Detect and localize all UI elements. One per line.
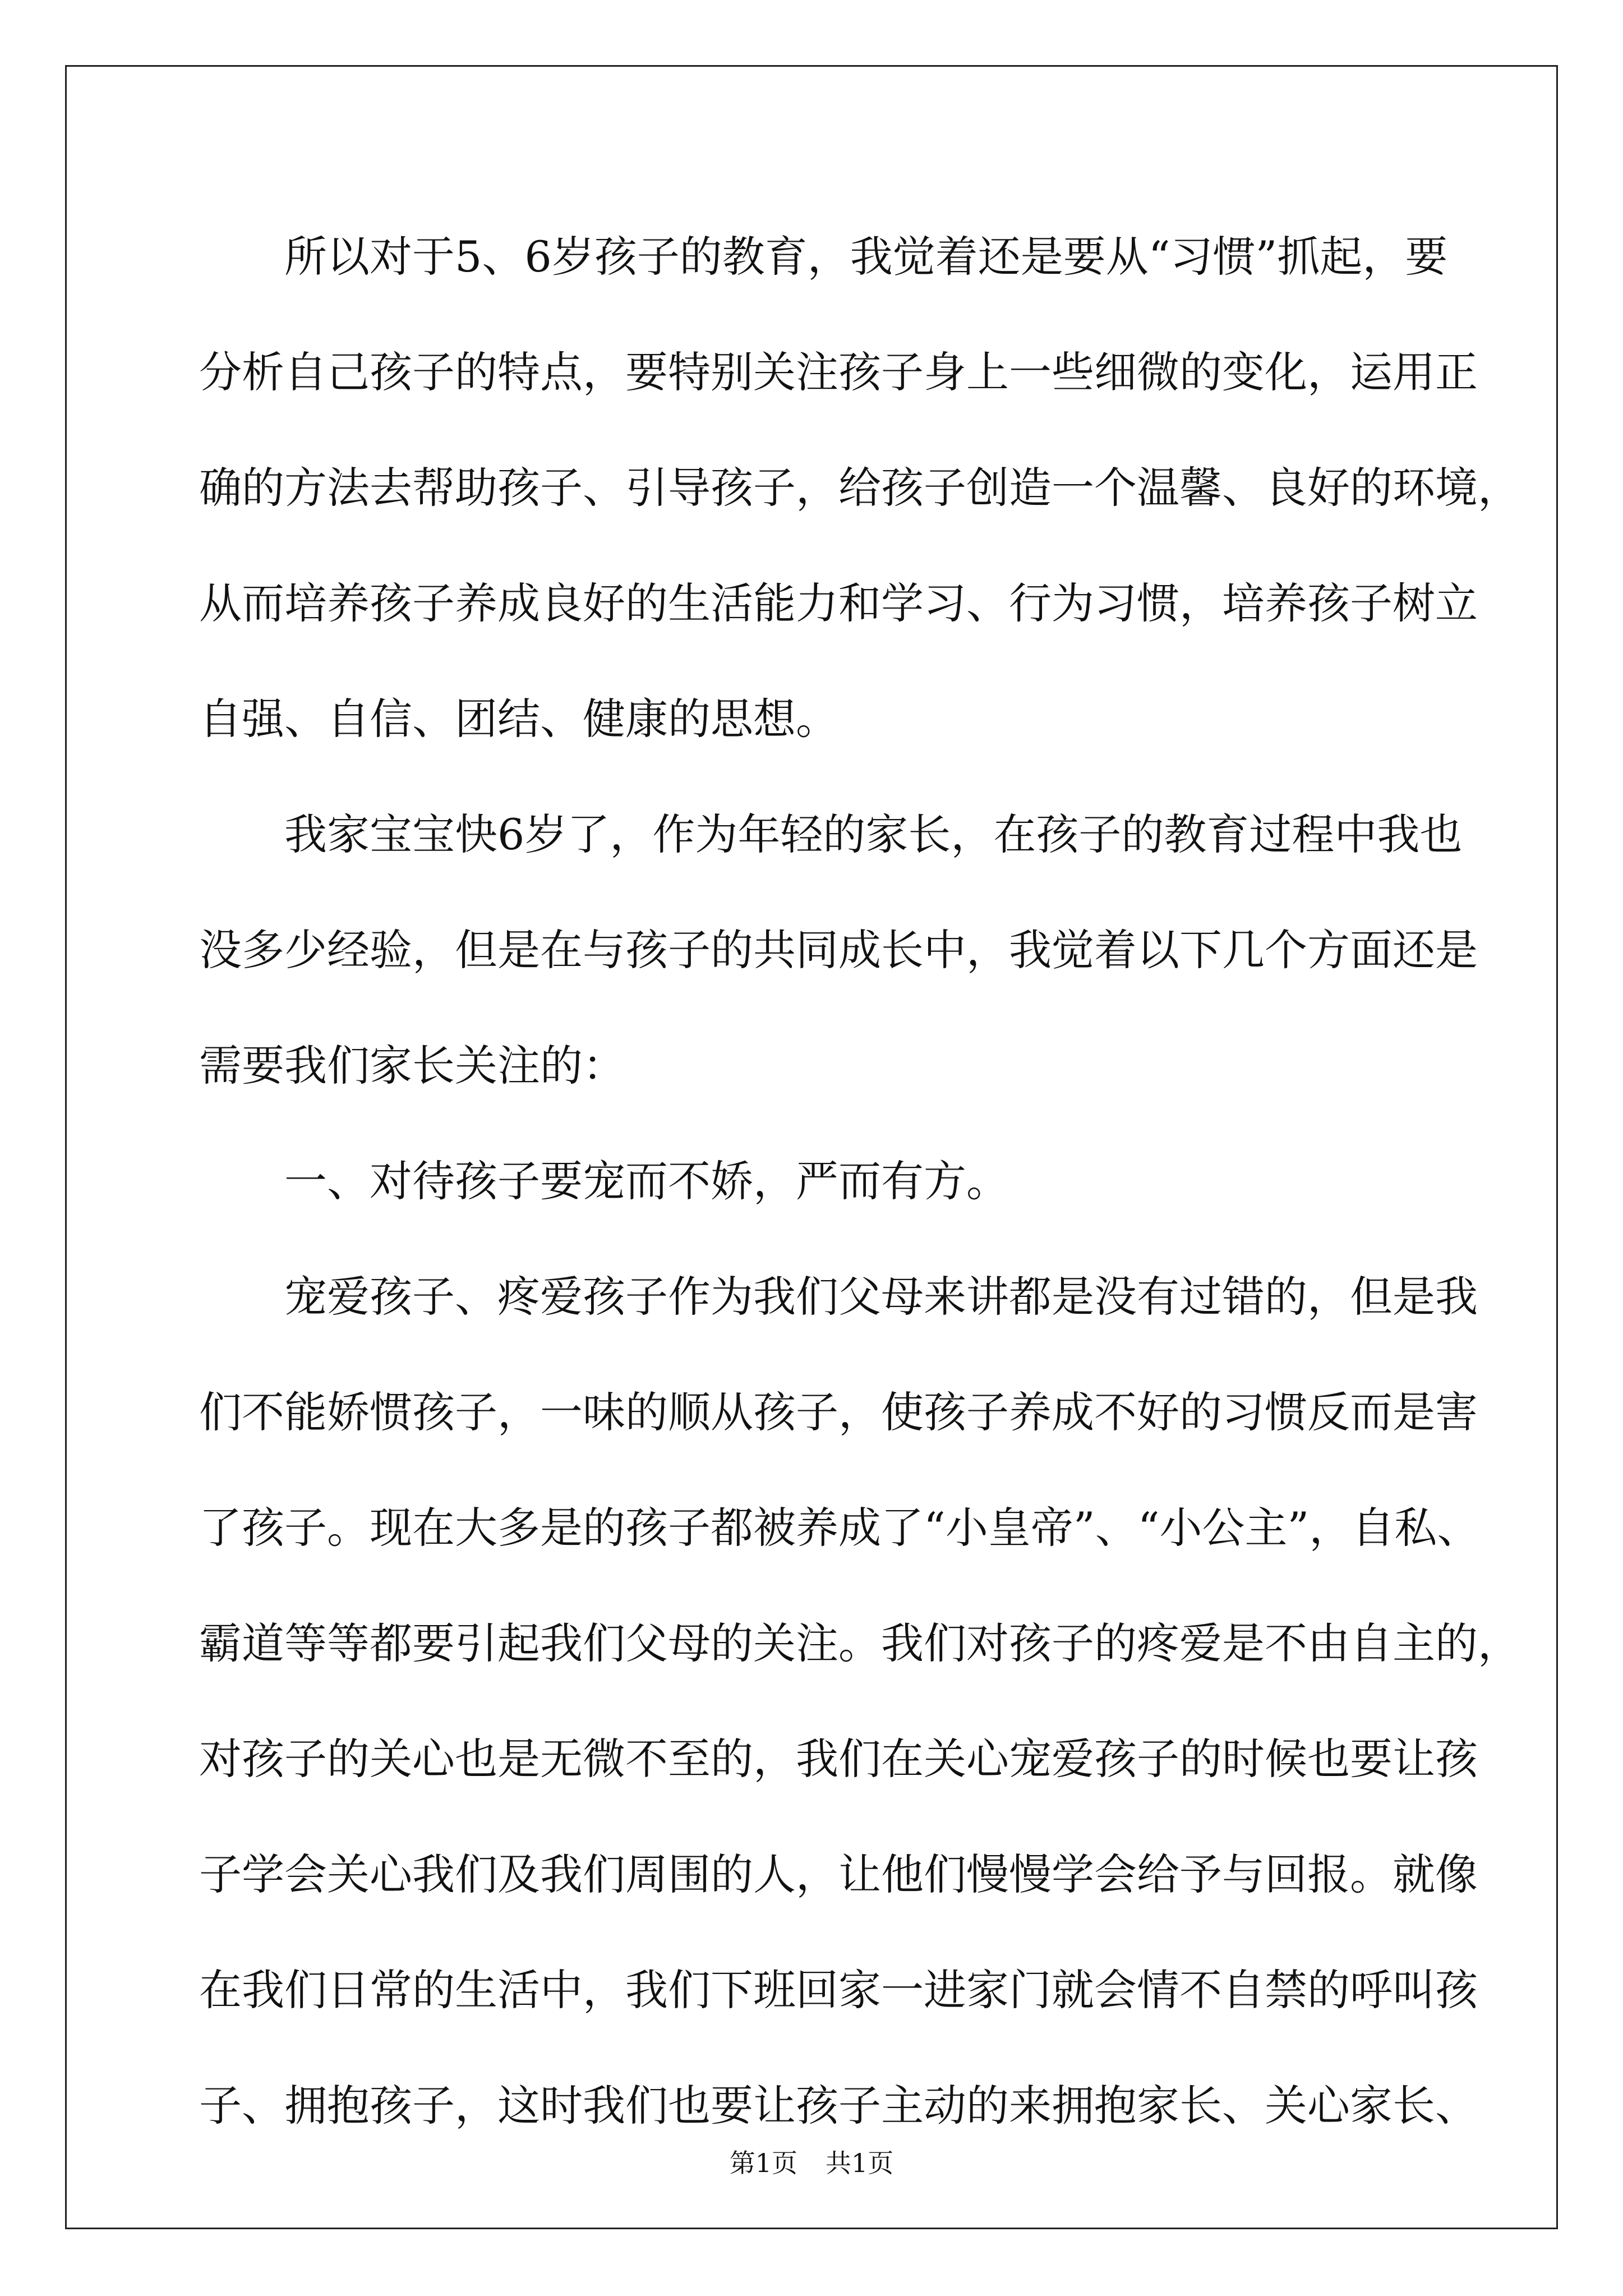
text-line: 分析自己孩子的特点，要特别关注孩子身上一些细微的变化，运用正 xyxy=(199,347,1478,397)
text-line: 在我们日常的生活中，我们下班回家一进家门就会情不自禁的呼叫孩 xyxy=(199,1965,1478,2015)
text-line: 从而培养孩子养成良好的生活能力和学习、行为习惯，培养孩子树立 xyxy=(199,578,1478,628)
page-number: 第1页 xyxy=(729,2148,797,2178)
text-line: 子、拥抱孩子，这时我们也要让孩子主动的来拥抱家长、关心家长、 xyxy=(199,2081,1478,2131)
document-body xyxy=(199,199,1520,2164)
text-line: 没多少经验，但是在与孩子的共同成长中，我觉着以下几个方面还是 xyxy=(199,925,1478,975)
page-total: 共1页 xyxy=(826,2148,894,2178)
text-line: 我家宝宝快6岁了，作为年轻的家长，在孩子的教育过程中我也 xyxy=(284,809,1463,859)
text-line: 子学会关心我们及我们周围的人，让他们慢慢学会给予与回报。就像 xyxy=(199,1849,1478,1899)
text-line: 们不能娇惯孩子，一味的顺从孩子，使孩子养成不好的习惯反而是害 xyxy=(199,1387,1478,1437)
text-line: 对孩子的关心也是无微不至的，我们在关心宠爱孩子的时候也要让孩 xyxy=(199,1734,1478,1784)
text-line: 宠爱孩子、疼爱孩子作为我们父母来讲都是没有过错的，但是我 xyxy=(284,1272,1478,1322)
text-line: 需要我们家长关注的： xyxy=(199,1041,625,1091)
text-line: 自强、自信、团结、健康的思想。 xyxy=(199,694,838,744)
text-line: 了孩子。现在大多是的孩子都被养成了“小皇帝”、“小公主”，自私、 xyxy=(199,1503,1480,1553)
text-line: 确的方法去帮助孩子、引导孩子，给孩子创造一个温馨、良好的环境， xyxy=(199,463,1520,513)
page-footer xyxy=(0,2143,1623,2180)
text-line: 霸道等等都要引起我们父母的关注。我们对孩子的疼爱是不由自主的， xyxy=(199,1618,1520,1668)
text-line: 所以对于5、6岁孩子的教育，我觉着还是要从“习惯”抓起，要 xyxy=(284,232,1448,282)
text-line: 一、对待孩子要宠而不娇，严而有方。 xyxy=(284,1156,1009,1206)
